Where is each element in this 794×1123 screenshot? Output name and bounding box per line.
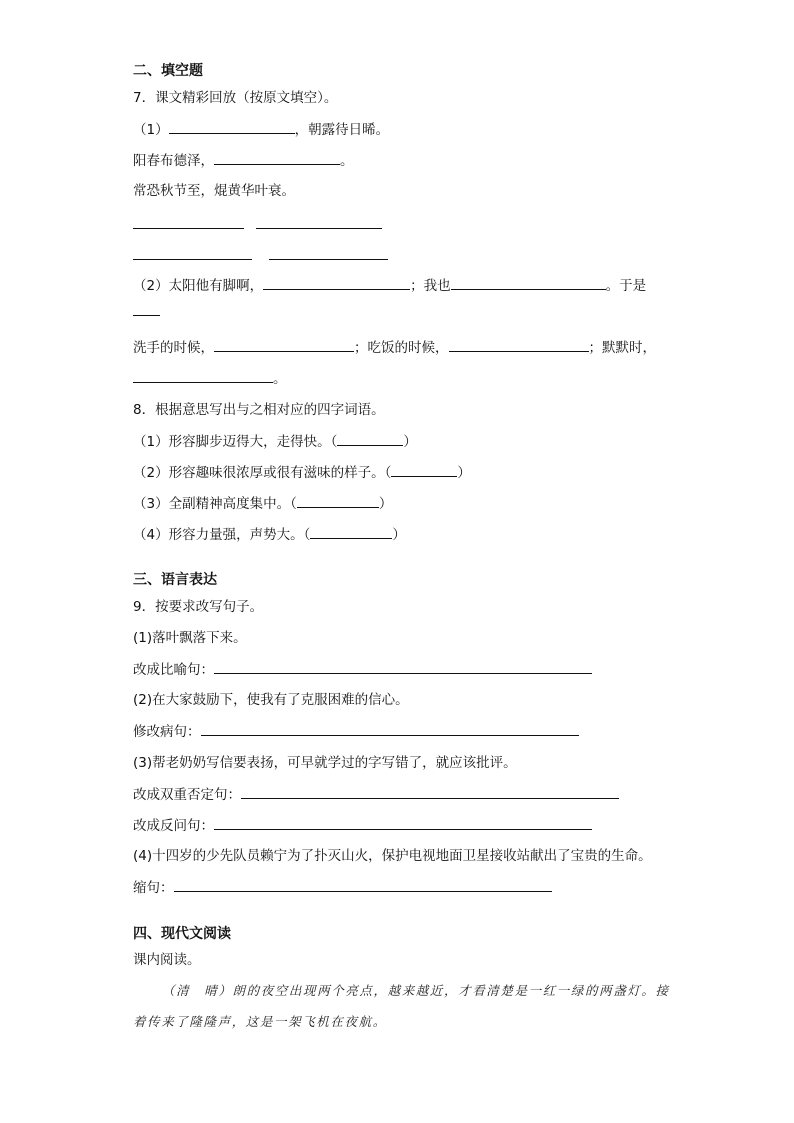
question-9-sentence-3: (3)帮老奶奶写信要表扬，可早就学过的字写错了，就应该批评。 [133,755,517,771]
line-prefix: 阳春布德泽， [133,153,214,169]
answer-blank[interactable] [174,878,552,892]
question-9-sentence-2: (2)在大家鼓励下，使我有了克服困难的信心。 [133,692,409,708]
line-mid: ；我也 [410,278,451,294]
item-close: ） [457,465,471,481]
question-9-sentence-1: (1)落叶飘落下来。 [133,630,247,646]
answer-blank[interactable] [451,276,606,290]
item-text: （3）全副精神高度集中。（ [133,496,297,512]
question-7-part-1-suffix: ，朝露待日晞。 [294,122,390,138]
line-suffix: 。 [273,371,287,387]
line-suffix: ；默默时， [588,340,656,356]
question-9-stem: 9．按要求改写句子。 [133,599,264,615]
question-8-item-3 [133,494,392,513]
answer-line[interactable] [133,228,244,229]
question-7-part-2-line-3 [133,369,287,388]
answer-blank[interactable] [337,432,403,446]
line-suffix: 。于是 [605,278,647,294]
answer-blank[interactable] [201,722,579,736]
question-8-item-4 [133,525,406,544]
question-7-part-2-line-2 [133,338,656,357]
reading-intro: 课内阅读。 [133,952,201,968]
item-text: （4）形容力量强，声势大。（ [133,527,311,543]
item-text: （1）形容脚步迈得大，走得快。（ [133,434,338,450]
question-7-part-1 [133,120,389,139]
answer-blank[interactable] [214,338,354,352]
answer-blank[interactable] [214,151,340,165]
section-2-title: 二、填空题 [133,63,203,79]
question-7-part-2 [133,276,646,295]
answer-blank[interactable] [391,463,457,477]
item-close: ） [392,527,406,543]
task-label: 改成比喻句： [133,662,214,678]
task-label: 改成双重否定句： [133,787,241,803]
answer-blank[interactable] [449,338,589,352]
question-9-task-3 [133,785,619,804]
question-9-task-1 [133,660,592,679]
answer-line[interactable] [256,228,382,229]
question-8-item-1 [133,432,417,451]
task-label: 改成反问句： [133,818,214,834]
question-8-stem: 8．根据意思写出与之相对应的四字词语。 [133,402,385,418]
answer-blank[interactable] [297,494,379,508]
item-close: ） [403,434,417,450]
line-mid: ；吃饭的时候， [354,340,449,356]
answer-blank[interactable] [133,369,273,383]
question-7-stem: 7．课文精彩回放（按原文填空）。 [133,90,338,106]
question-7-part-1-line-3: 常恐秋节至，焜黄华叶衰。 [133,183,295,199]
item-close: ） [378,496,393,512]
question-9-task-5 [133,878,552,897]
line-suffix: 。 [340,153,354,169]
question-9-task-2 [133,722,579,741]
answer-blank[interactable] [169,120,295,134]
answer-blank[interactable] [214,816,592,830]
answer-line[interactable] [133,259,252,260]
task-label: 修改病句： [133,724,201,740]
item-text: （2）形容趣味很浓厚或很有滋味的样子。（ [133,465,392,481]
question-9-sentence-4: (4)十四岁的少先队员赖宁为了扑灭山火，保护电视地面卫星接收站献出了宝贵的生命。 [133,848,652,864]
answer-line[interactable] [269,259,388,260]
question-7-part-1-line-2 [133,151,354,170]
answer-blank[interactable] [214,660,592,674]
section-3-title: 三、语言表达 [133,572,217,588]
passage-line-2: 着传来了隆隆声，这是一架飞机在夜航。 [133,1014,387,1029]
passage-line-1: （清 晴）朗的夜空出现两个亮点，越来越近，才看清楚是一红一绿的两盏灯。接 [162,983,670,998]
line-prefix: （2）太阳他有脚啊， [133,278,264,294]
answer-blank[interactable] [241,785,619,799]
question-9-task-4 [133,816,592,835]
answer-line[interactable] [133,315,160,316]
line-prefix: 洗手的时候， [133,340,214,356]
section-4-title: 四、现代文阅读 [133,926,231,942]
question-8-item-2 [133,463,471,482]
question-7-part-1-prefix: （1） [133,122,169,138]
answer-blank[interactable] [310,525,392,539]
task-label: 缩句： [133,880,174,896]
answer-blank[interactable] [263,276,410,290]
